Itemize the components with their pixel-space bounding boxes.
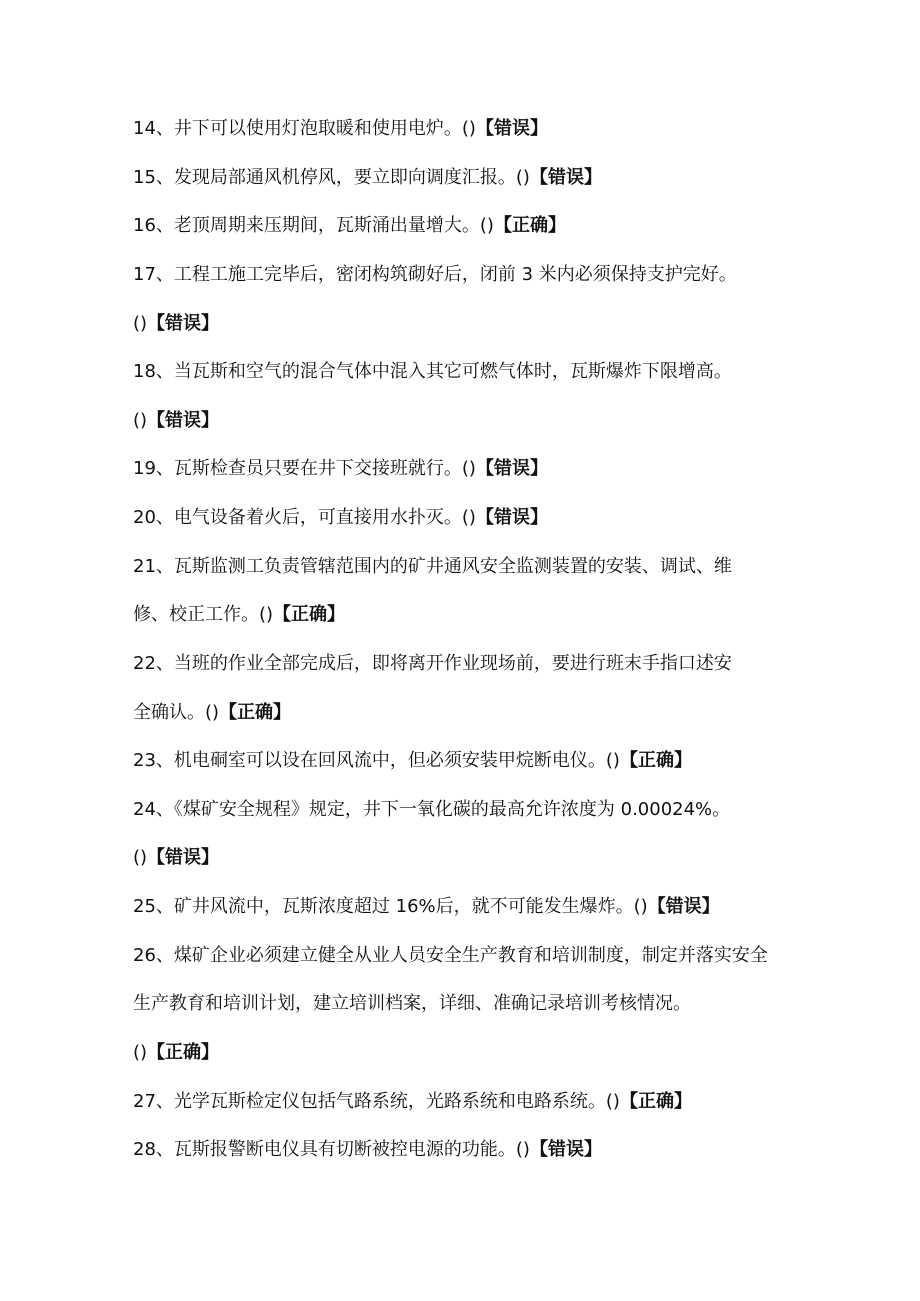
question-28 (133, 1138, 602, 1162)
question-24-continued (133, 846, 219, 870)
question-15 (133, 166, 602, 190)
question-20 (133, 506, 548, 530)
question-text: 25、矿井风流中，瓦斯浓度超过 16%后，就不可能发生爆炸。() (133, 896, 648, 917)
question-18-continued (133, 409, 219, 433)
question-text: 修、校正工作。() (133, 604, 274, 625)
question-18 (133, 360, 732, 384)
answer-label: 【正确】 (619, 1091, 692, 1112)
answer-label: 【错误】 (147, 313, 220, 334)
answer-label: 【正确】 (147, 1042, 220, 1063)
question-text: 26、煤矿企业必须建立健全从业人员安全生产教育和培训制度，制定并落实安全 (133, 945, 768, 966)
answer-label: 【错误】 (529, 1139, 602, 1160)
question-text: 24、《煤矿安全规程》规定，井下一氧化碳的最高允许浓度为 0.00024%。 (133, 799, 731, 820)
question-text: 17、工程工施工完毕后，密闭构筑砌好后，闭前 3 米内必须保持支护完好。 (133, 264, 737, 285)
question-23 (133, 749, 692, 773)
question-21-continued (133, 603, 345, 627)
question-text: () (133, 313, 148, 334)
answer-label: 【错误】 (147, 847, 220, 868)
question-26 (133, 944, 768, 968)
question-text: 15、发现局部通风机停风，要立即向调度汇报。() (133, 167, 530, 188)
question-text: 20、电气设备着火后，可直接用水扑灭。() (133, 507, 476, 528)
question-text: 全确认。() (133, 702, 220, 723)
question-text: 18、当瓦斯和空气的混合气体中混入其它可燃气体时，瓦斯爆炸下限增高。 (133, 361, 732, 382)
question-text: 27、光学瓦斯检定仪包括气路系统，光路系统和电路系统。() (133, 1091, 620, 1112)
question-17-continued (133, 312, 219, 336)
question-25 (133, 895, 720, 919)
question-26-continued (133, 992, 691, 1016)
question-text: () (133, 847, 148, 868)
question-17 (133, 263, 737, 287)
question-text: 23、机电硐室可以设在回风流中，但必须安装甲烷断电仪。() (133, 750, 620, 771)
answer-label: 【正确】 (493, 215, 566, 236)
question-text: 16、老顶周期来压期间，瓦斯涌出量增大。() (133, 215, 494, 236)
question-16 (133, 214, 566, 238)
question-19 (133, 457, 548, 481)
question-24 (133, 798, 730, 822)
question-27 (133, 1090, 692, 1114)
answer-label: 【错误】 (475, 458, 548, 479)
answer-label: 【错误】 (529, 167, 602, 188)
question-14 (133, 117, 548, 141)
question-text: () (133, 410, 148, 431)
answer-label: 【正确】 (219, 702, 292, 723)
question-21 (133, 555, 732, 579)
question-text: 28、瓦斯报警断电仪具有切断被控电源的功能。() (133, 1139, 530, 1160)
question-text: 生产教育和培训计划，建立培训档案，详细、准确记录培训考核情况。 (133, 993, 691, 1014)
question-text: 14、井下可以使用灯泡取暖和使用电炉。() (133, 118, 476, 139)
answer-label: 【错误】 (647, 896, 720, 917)
answer-label: 【错误】 (475, 507, 548, 528)
question-22-continued (133, 701, 291, 725)
question-text: 22、当班的作业全部完成后，即将离开作业现场前，要进行班末手指口述安 (133, 653, 732, 674)
question-text: 19、瓦斯检查员只要在井下交接班就行。() (133, 458, 476, 479)
question-26-answer (133, 1041, 219, 1065)
answer-label: 【错误】 (475, 118, 548, 139)
question-text: 21、瓦斯监测工负责管辖范围内的矿井通风安全监测装置的安装、调试、维 (133, 556, 732, 577)
answer-label: 【正确】 (273, 604, 346, 625)
answer-label: 【正确】 (619, 750, 692, 771)
question-text: () (133, 1042, 148, 1063)
answer-label: 【错误】 (147, 410, 220, 431)
question-22 (133, 652, 732, 676)
